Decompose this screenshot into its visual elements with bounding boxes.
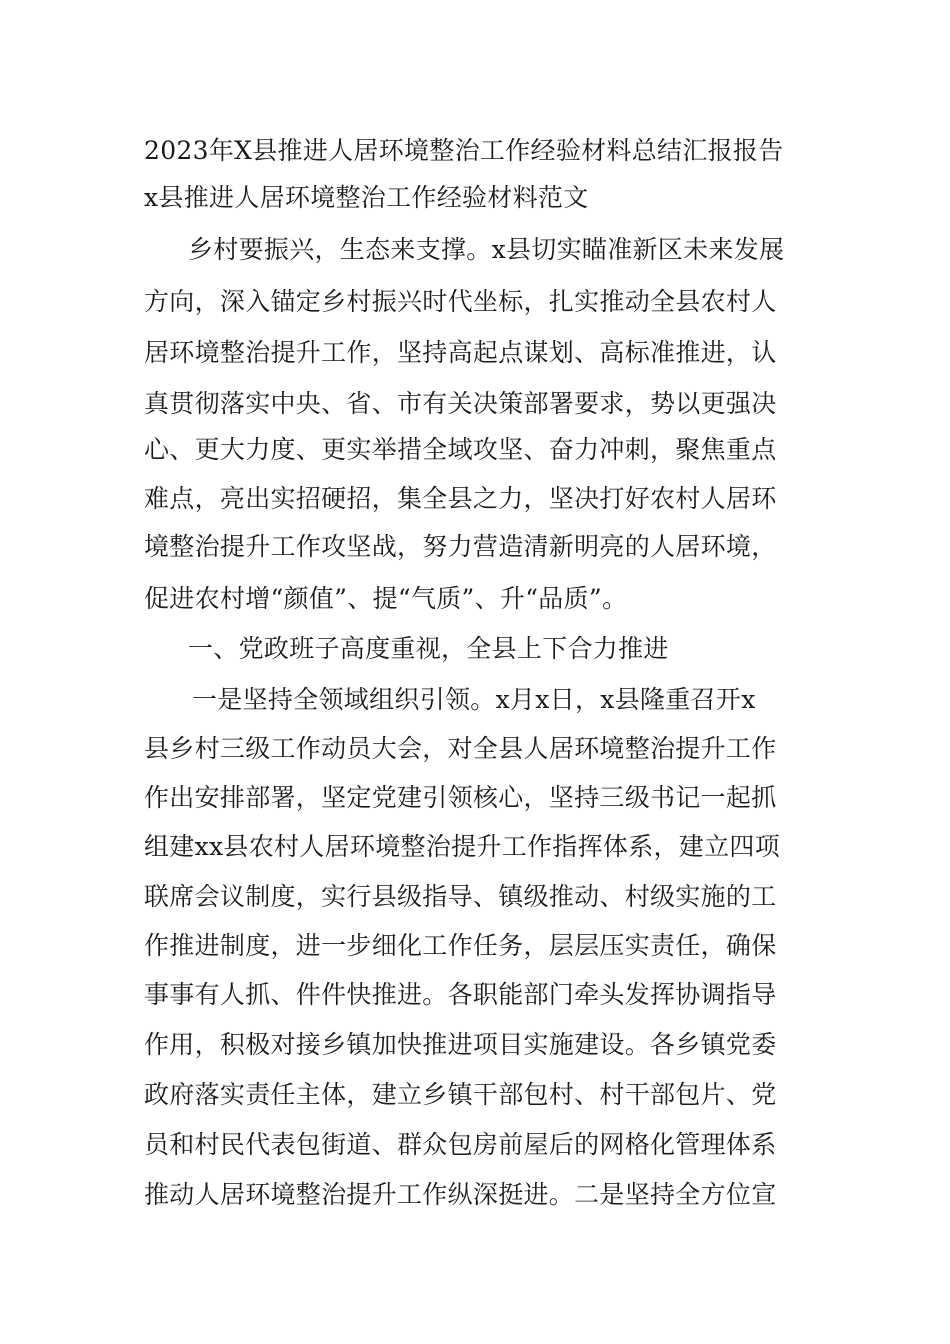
text-line: 政府落实责任主体，建立乡镇干部包村、村干部包片、党 [144,1080,777,1109]
text-line: 居环境整治提升工作，坚持高起点谋划、高标准推进，认 [144,338,777,367]
section-heading-1: 一、党政班子高度重视，全县上下合力推进 [188,634,669,663]
text-line: 心、更大力度、更实举措全域攻坚、奋力冲刺，聚焦重点 [144,435,777,464]
text-line: 事事有人抓、件件快推进。各职能部门牵头发挥协调指导 [144,980,777,1009]
text-line: 作出安排部署，坚定党建引领核心，坚持三级书记一起抓 [144,783,777,812]
text-line: 境整治提升工作攻坚战，努力营造清新明亮的人居环境， [144,532,777,561]
text-line: 方向，深入锚定乡村振兴时代坐标，扎实推动全县农村人 [144,287,777,316]
text-line: 组建xx县农村人居环境整治提升工作指挥体系，建立四项 [144,832,781,861]
document-title: 2023年X县推进人居环境整治工作经验材料总结汇报报告 [144,136,784,165]
text-line: 作用，积极对接乡镇加快推进项目实施建设。各乡镇党委 [144,1030,777,1059]
text-line: 难点，亮出实招硬招，集全县之力，坚决打好农村人居环 [144,484,777,513]
text-line: 促进农村增“颜值”、提“气质”、升“品质”。 [144,584,628,613]
text-line: 员和村民代表包街道、群众包房前屋后的网格化管理体系 [144,1130,777,1159]
text-line: 作推进制度，进一步细化工作任务，层层压实责任，确保 [144,931,777,960]
text-line: 县乡村三级工作动员大会，对全县人居环境整治提升工作 [144,734,777,763]
document-subtitle: x县推进人居环境整治工作经验材料范文 [144,183,589,212]
text-line: 一是坚持全领域组织引领。x月x日，x县隆重召开x [192,685,756,714]
text-line: 乡村要振兴，生态来支撑。x县切实瞄准新区未来发展 [188,235,785,264]
text-line: 真贯彻落实中央、省、市有关决策部署要求，势以更强决 [144,389,777,418]
text-line: 推动人居环境整治提升工作纵深挺进。二是坚持全方位宣 [144,1180,777,1209]
text-line: 联席会议制度，实行县级指导、镇级推动、村级实施的工 [144,882,777,911]
